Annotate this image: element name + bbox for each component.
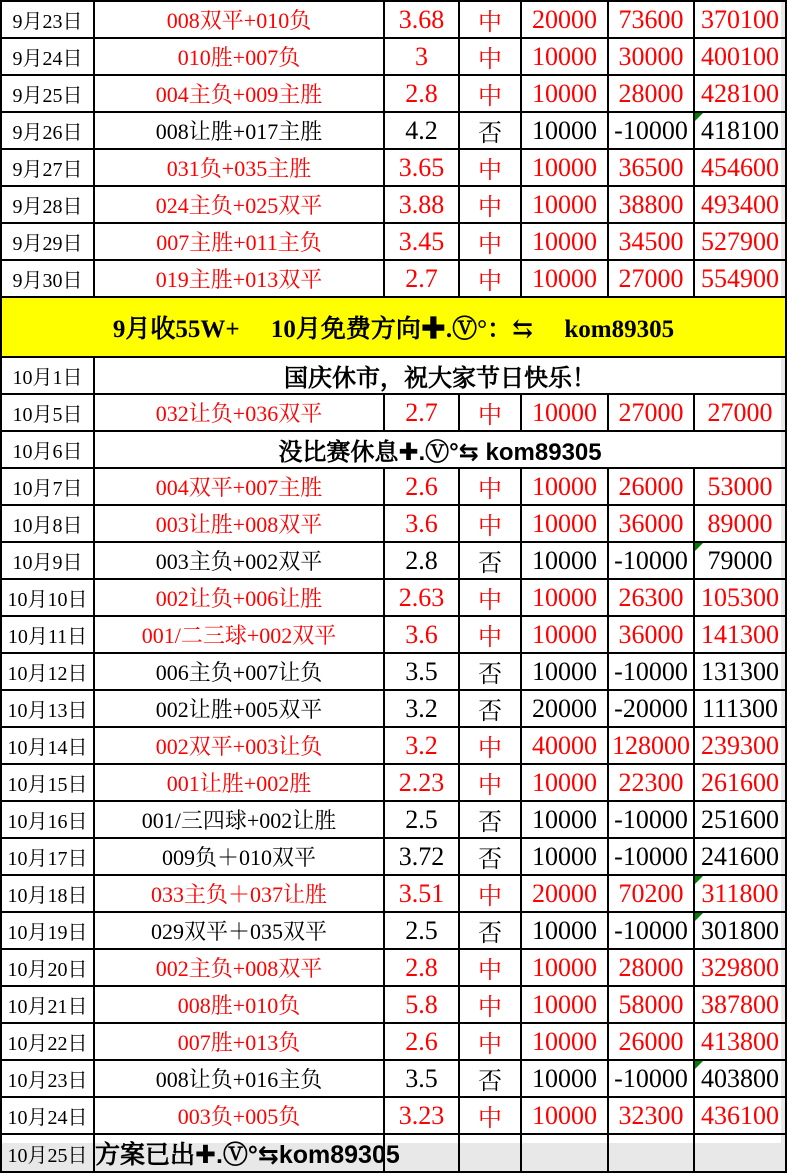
date-cell: 10月25日: [1, 1134, 94, 1172]
date-cell: 10月16日: [1, 801, 94, 838]
table-row-bet: [1, 875, 786, 912]
odds-cell: 3.5: [384, 653, 459, 690]
profit-cell: -10000: [608, 112, 694, 149]
stake-cell: 10000: [521, 112, 608, 149]
result-cell: 中: [459, 616, 521, 653]
date-cell: 10月18日: [1, 875, 94, 912]
stake-cell: 10000: [521, 616, 608, 653]
stake-cell: 20000: [521, 690, 608, 727]
odds-cell: 2.63: [384, 579, 459, 616]
total-cell: 413800: [694, 1023, 786, 1060]
stake-cell: 40000: [521, 727, 608, 764]
total-cell: 261600: [694, 764, 786, 801]
date-cell: 10月11日: [1, 616, 94, 653]
result-cell: 否: [459, 542, 521, 579]
profit-cell: 73600: [608, 1, 694, 38]
odds-cell: 3.6: [384, 505, 459, 542]
profit-cell: 36000: [608, 616, 694, 653]
date-cell: 9月26日: [1, 112, 94, 149]
total-cell: 436100: [694, 1097, 786, 1134]
plan-cell: 002让负+006让胜: [94, 579, 384, 616]
profit-cell: 128000: [608, 727, 694, 764]
stake-cell: 10000: [521, 1060, 608, 1097]
profit-cell: -10000: [608, 838, 694, 875]
total-cell: 111300: [694, 690, 786, 727]
stake-cell: 10000: [521, 764, 608, 801]
stake-cell: 10000: [521, 838, 608, 875]
plan-cell: 032让负+036双平: [94, 394, 384, 431]
table-row-bet: [1, 394, 786, 431]
total-cell: 454600: [694, 149, 786, 186]
profit-cell: 30000: [608, 38, 694, 75]
profit-cell: 26000: [608, 1023, 694, 1060]
plan-cell: 001/三四球+002让胜: [94, 801, 384, 838]
promo-banner-row: [1, 297, 786, 357]
result-cell: 中: [459, 394, 521, 431]
plan-cell: 007胜+013负: [94, 1023, 384, 1060]
result-cell: 否: [459, 1060, 521, 1097]
result-cell: 中: [459, 260, 521, 297]
table-row-bet: [1, 801, 786, 838]
plan-cell: 003负+005负: [94, 1097, 384, 1134]
odds-cell: 3.88: [384, 186, 459, 223]
total-cell: 79000: [694, 542, 786, 579]
stake-cell: 10000: [521, 1097, 608, 1134]
date-cell: 10月13日: [1, 690, 94, 727]
total-cell: 400100: [694, 38, 786, 75]
profit-cell: 26000: [608, 468, 694, 505]
total-cell: 311800: [694, 875, 786, 912]
notice-row: [1, 357, 786, 394]
odds-cell: 2.6: [384, 1023, 459, 1060]
stake-cell: [521, 1134, 608, 1172]
total-cell: 554900: [694, 260, 786, 297]
plan-cell: 008让胜+017主胜: [94, 112, 384, 149]
total-cell: 418100: [694, 112, 786, 149]
odds-cell: 2.23: [384, 764, 459, 801]
stake-cell: 10000: [521, 542, 608, 579]
table-row-bet: [1, 38, 786, 75]
odds-cell: 3.51: [384, 875, 459, 912]
stake-cell: 10000: [521, 653, 608, 690]
plan-cell: 031负+035主胜: [94, 149, 384, 186]
plan-cell: 004双平+007主胜: [94, 468, 384, 505]
odds-cell: 3.23: [384, 1097, 459, 1134]
result-cell: 中: [459, 149, 521, 186]
table-row-bet: [1, 727, 786, 764]
table-row-bet: [1, 1097, 786, 1134]
result-cell: 否: [459, 653, 521, 690]
notice-row: [1, 431, 786, 468]
date-cell: 10月22日: [1, 1023, 94, 1060]
date-cell: 9月24日: [1, 38, 94, 75]
plan-cell: 001/二三球+002双平: [94, 616, 384, 653]
total-cell: 53000: [694, 468, 786, 505]
table-row-bet: [1, 75, 786, 112]
table-row-bet: [1, 149, 786, 186]
date-cell: 9月25日: [1, 75, 94, 112]
table-row-bet: [1, 112, 786, 149]
stake-cell: 10000: [521, 801, 608, 838]
profit-cell: 34500: [608, 223, 694, 260]
table-row-bet: [1, 1, 786, 38]
profit-cell: -10000: [608, 1060, 694, 1097]
stake-cell: 10000: [521, 394, 608, 431]
results-table-body: [1, 1, 786, 1172]
total-cell: [694, 1134, 786, 1172]
odds-cell: 2.8: [384, 542, 459, 579]
profit-cell: -10000: [608, 653, 694, 690]
date-cell: 9月30日: [1, 260, 94, 297]
date-cell: 10月20日: [1, 949, 94, 986]
result-cell: 中: [459, 727, 521, 764]
footer-text: 方案已出✚.Ⓥ°⇆kom89305: [94, 1134, 384, 1172]
result-cell: 中: [459, 75, 521, 112]
result-cell: 否: [459, 112, 521, 149]
date-cell: 9月29日: [1, 223, 94, 260]
plan-cell: 009负＋010双平: [94, 838, 384, 875]
result-cell: 中: [459, 986, 521, 1023]
table-row-bet: [1, 1060, 786, 1097]
table-row-bet: [1, 949, 786, 986]
table-row-bet: [1, 690, 786, 727]
total-cell: 239300: [694, 727, 786, 764]
stake-cell: 10000: [521, 912, 608, 949]
profit-cell: 38800: [608, 186, 694, 223]
date-cell: 10月6日: [1, 431, 94, 468]
notice-text: 没比赛休息✚.Ⓥ°⇆ kom89305: [94, 431, 786, 468]
date-cell: 10月9日: [1, 542, 94, 579]
profit-cell: -10000: [608, 542, 694, 579]
total-cell: 370100: [694, 1, 786, 38]
plan-cell: 004主负+009主胜: [94, 75, 384, 112]
profit-cell: 36500: [608, 149, 694, 186]
date-cell: 10月19日: [1, 912, 94, 949]
odds-cell: 3.72: [384, 838, 459, 875]
table-row-bet: [1, 764, 786, 801]
footer-row: [1, 1134, 786, 1172]
profit-cell: -10000: [608, 801, 694, 838]
plan-cell: 008双平+010负: [94, 1, 384, 38]
stake-cell: 10000: [521, 223, 608, 260]
odds-cell: 2.6: [384, 468, 459, 505]
result-cell: 中: [459, 38, 521, 75]
table-row-bet: [1, 186, 786, 223]
plan-cell: 029双平＋035双平: [94, 912, 384, 949]
notice-text: 国庆休市，祝大家节日快乐！: [94, 357, 786, 394]
stake-cell: 10000: [521, 949, 608, 986]
odds-cell: 2.8: [384, 75, 459, 112]
table-row-bet: [1, 986, 786, 1023]
plan-cell: 007主胜+011主负: [94, 223, 384, 260]
odds-cell: 2.5: [384, 801, 459, 838]
odds-cell: 3.45: [384, 223, 459, 260]
date-cell: 10月21日: [1, 986, 94, 1023]
total-cell: 89000: [694, 505, 786, 542]
stake-cell: 10000: [521, 1023, 608, 1060]
table-row-bet: [1, 260, 786, 297]
plan-cell: 003主负+002双平: [94, 542, 384, 579]
date-cell: 9月23日: [1, 1, 94, 38]
odds-cell: 3: [384, 38, 459, 75]
stake-cell: 20000: [521, 1, 608, 38]
odds-cell: 2.7: [384, 394, 459, 431]
odds-cell: 2.5: [384, 912, 459, 949]
date-cell: 10月24日: [1, 1097, 94, 1134]
table-row-bet: [1, 505, 786, 542]
profit-cell: 26300: [608, 579, 694, 616]
result-cell: 中: [459, 579, 521, 616]
stake-cell: 10000: [521, 186, 608, 223]
profit-cell: 70200: [608, 875, 694, 912]
total-cell: 387800: [694, 986, 786, 1023]
date-cell: 10月7日: [1, 468, 94, 505]
total-cell: 493400: [694, 186, 786, 223]
stake-cell: 10000: [521, 75, 608, 112]
odds-cell: 4.2: [384, 112, 459, 149]
profit-cell: 32300: [608, 1097, 694, 1134]
date-cell: 10月12日: [1, 653, 94, 690]
date-cell: 9月27日: [1, 149, 94, 186]
total-cell: 27000: [694, 394, 786, 431]
profit-cell: -10000: [608, 912, 694, 949]
odds-cell: 2.7: [384, 260, 459, 297]
date-cell: 10月1日: [1, 357, 94, 394]
profit-cell: 27000: [608, 260, 694, 297]
result-cell: 中: [459, 505, 521, 542]
total-cell: 131300: [694, 653, 786, 690]
result-cell: 中: [459, 1097, 521, 1134]
result-cell: 中: [459, 186, 521, 223]
stake-cell: 10000: [521, 149, 608, 186]
result-cell: 否: [459, 912, 521, 949]
table-row-bet: [1, 579, 786, 616]
plan-cell: 001让胜+002胜: [94, 764, 384, 801]
plan-cell: 010胜+007负: [94, 38, 384, 75]
profit-cell: 28000: [608, 949, 694, 986]
table-row-bet: [1, 1023, 786, 1060]
date-cell: 10月17日: [1, 838, 94, 875]
table-row-bet: [1, 616, 786, 653]
profit-cell: 58000: [608, 986, 694, 1023]
date-cell: 10月10日: [1, 579, 94, 616]
plan-cell: 024主负+025双平: [94, 186, 384, 223]
profit-cell: 36000: [608, 505, 694, 542]
result-cell: 中: [459, 1023, 521, 1060]
odds-cell: 3.2: [384, 727, 459, 764]
table-row-bet: [1, 223, 786, 260]
profit-cell: [608, 1134, 694, 1172]
total-cell: 403800: [694, 1060, 786, 1097]
profit-cell: 28000: [608, 75, 694, 112]
date-cell: 10月14日: [1, 727, 94, 764]
total-cell: 241600: [694, 838, 786, 875]
odds-cell: 3.6: [384, 616, 459, 653]
odds-cell: 5.8: [384, 986, 459, 1023]
stake-cell: 10000: [521, 38, 608, 75]
plan-cell: 002让胜+005双平: [94, 690, 384, 727]
plan-cell: 003让胜+008双平: [94, 505, 384, 542]
result-cell: 中: [459, 764, 521, 801]
odds-cell: 3.65: [384, 149, 459, 186]
result-cell: 中: [459, 949, 521, 986]
result-cell: 中: [459, 875, 521, 912]
result-cell: 否: [459, 690, 521, 727]
date-cell: 10月5日: [1, 394, 94, 431]
total-cell: 251600: [694, 801, 786, 838]
table-row-bet: [1, 838, 786, 875]
plan-cell: 008让负+016主负: [94, 1060, 384, 1097]
date-cell: 10月8日: [1, 505, 94, 542]
plan-cell: 019主胜+013双平: [94, 260, 384, 297]
odds-cell: 3.2: [384, 690, 459, 727]
total-cell: 105300: [694, 579, 786, 616]
result-cell: [459, 1134, 521, 1172]
total-cell: 329800: [694, 949, 786, 986]
result-cell: 中: [459, 223, 521, 260]
total-cell: 301800: [694, 912, 786, 949]
date-cell: 10月23日: [1, 1060, 94, 1097]
total-cell: 428100: [694, 75, 786, 112]
profit-cell: 27000: [608, 394, 694, 431]
profit-cell: 22300: [608, 764, 694, 801]
plan-cell: 008胜+010负: [94, 986, 384, 1023]
profit-cell: -20000: [608, 690, 694, 727]
odds-cell: 3.68: [384, 1, 459, 38]
stake-cell: 10000: [521, 260, 608, 297]
promo-banner-text: 9月收55W+ 10月免费方向✚.Ⓥ°：⇆ kom89305: [1, 297, 786, 357]
date-cell: 9月28日: [1, 186, 94, 223]
table-row-bet: [1, 468, 786, 505]
odds-cell: 3.5: [384, 1060, 459, 1097]
plan-cell: 033主负＋037让胜: [94, 875, 384, 912]
stake-cell: 10000: [521, 579, 608, 616]
table-row-bet: [1, 912, 786, 949]
stake-cell: 10000: [521, 986, 608, 1023]
stake-cell: 10000: [521, 468, 608, 505]
date-cell: 10月15日: [1, 764, 94, 801]
plan-cell: 002双平+003让负: [94, 727, 384, 764]
table-row-bet: [1, 653, 786, 690]
result-cell: 中: [459, 1, 521, 38]
table-row-bet: [1, 542, 786, 579]
stake-cell: 10000: [521, 505, 608, 542]
odds-cell: 2.8: [384, 949, 459, 986]
plan-cell: 006主负+007让负: [94, 653, 384, 690]
total-cell: 141300: [694, 616, 786, 653]
result-cell: 中: [459, 468, 521, 505]
result-cell: 否: [459, 801, 521, 838]
result-cell: 否: [459, 838, 521, 875]
odds-cell: [384, 1134, 459, 1172]
total-cell: 527900: [694, 223, 786, 260]
stake-cell: 20000: [521, 875, 608, 912]
plan-cell: 002主负+008双平: [94, 949, 384, 986]
